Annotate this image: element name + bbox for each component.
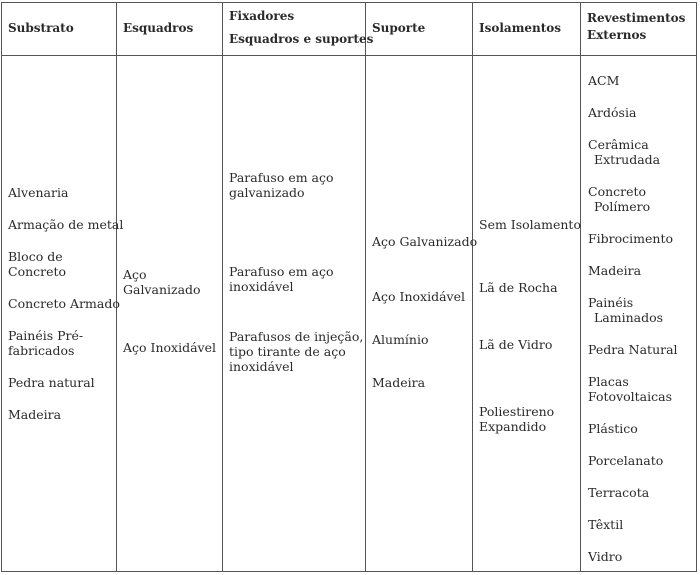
isolamentos-cell [479, 217, 581, 434]
substrato-item: Concreto [8, 264, 67, 279]
substrato-item: fabricados [8, 343, 75, 358]
fixadores-item: Parafusos de injeção, [229, 329, 364, 344]
isolamentos-item: Lã de Vidro [479, 337, 553, 352]
esquadros-item: Aço [123, 267, 147, 282]
revestimentos-item: Pedra Natural [588, 342, 678, 357]
substrato-item: Alvenaria [8, 185, 69, 200]
revestimentos-item: Painéis [588, 295, 634, 310]
revestimentos-item: Laminados [594, 310, 664, 325]
suporte-item: Alumínio [372, 332, 429, 347]
fixadores-item: galvanizado [229, 185, 305, 200]
fixadores-item: Parafuso em aço [229, 264, 334, 279]
revestimentos-item: Concreto [588, 184, 647, 199]
header-revestimentos: Revestimentos [587, 11, 686, 25]
column-divider [222, 3, 223, 571]
suporte-item: Aço Inoxidável [372, 289, 465, 304]
substrato-item: Bloco de [8, 249, 63, 264]
esquadros-item: Galvanizado [123, 282, 201, 297]
revestimentos-item: Ardósia [588, 105, 637, 120]
revestimentos-item: Placas [588, 374, 629, 389]
revestimentos-item: Extrudada [594, 152, 661, 167]
substrato-item: Madeira [8, 407, 62, 422]
revestimentos-item: Têxtil [588, 517, 624, 532]
isolamentos-item: Lã de Rocha [479, 280, 558, 295]
isolamentos-item: Poliestireno [479, 404, 555, 419]
header-divider [2, 55, 696, 56]
substrato-item: Concreto Armado [8, 296, 120, 311]
revestimentos-item: Terracota [588, 485, 650, 500]
suporte-item: Madeira [372, 375, 426, 390]
esquadros-cell [123, 267, 216, 355]
suporte-item: Aço Galvanizado [372, 234, 478, 249]
header-fixadores-subtitle: Esquadros e suportes [229, 32, 374, 46]
fixadores-item: inoxidável [229, 359, 294, 374]
revestimentos-item: Porcelanato [588, 453, 664, 468]
revestimentos-item: Cerâmica [588, 137, 649, 152]
suporte-cell [372, 234, 477, 390]
substrato-item: Painéis Pré- [8, 328, 84, 343]
revestimentos-item: Polímero [594, 199, 651, 214]
fixadores-item: tipo tirante de aço [229, 344, 346, 359]
header-isolamentos: Isolamentos [479, 21, 562, 35]
header-substrato: Substrato [8, 21, 74, 35]
substrato-item: Pedra natural [8, 375, 95, 390]
isolamentos-item: Expandido [479, 419, 547, 434]
fixadores-cell [229, 170, 363, 374]
esquadros-item: Aço Inoxidável [123, 340, 216, 355]
substrato-item: Armação de metal [8, 217, 124, 232]
fixadores-item: inoxidável [229, 279, 294, 294]
revestimentos-item: Vidro [588, 549, 623, 564]
column-divider [365, 3, 366, 571]
header-esquadros: Esquadros [123, 21, 194, 35]
revestimentos-cell [588, 73, 678, 564]
revestimentos-item: ACM [588, 73, 620, 88]
revestimentos-item: Madeira [588, 263, 642, 278]
isolamentos-item: Sem Isolamento [479, 217, 581, 232]
header-fixadores: Fixadores [229, 9, 295, 23]
revestimentos-item: Fotovoltaicas [588, 389, 672, 404]
facade-systems-table [1, 2, 697, 572]
revestimentos-item: Plástico [588, 421, 638, 436]
fixadores-item: Parafuso em aço [229, 170, 334, 185]
header-revestimentos-subtitle: Externos [587, 28, 647, 42]
header-suporte: Suporte [372, 21, 426, 35]
revestimentos-item: Fibrocimento [588, 231, 674, 246]
substrato-cell [8, 185, 123, 422]
